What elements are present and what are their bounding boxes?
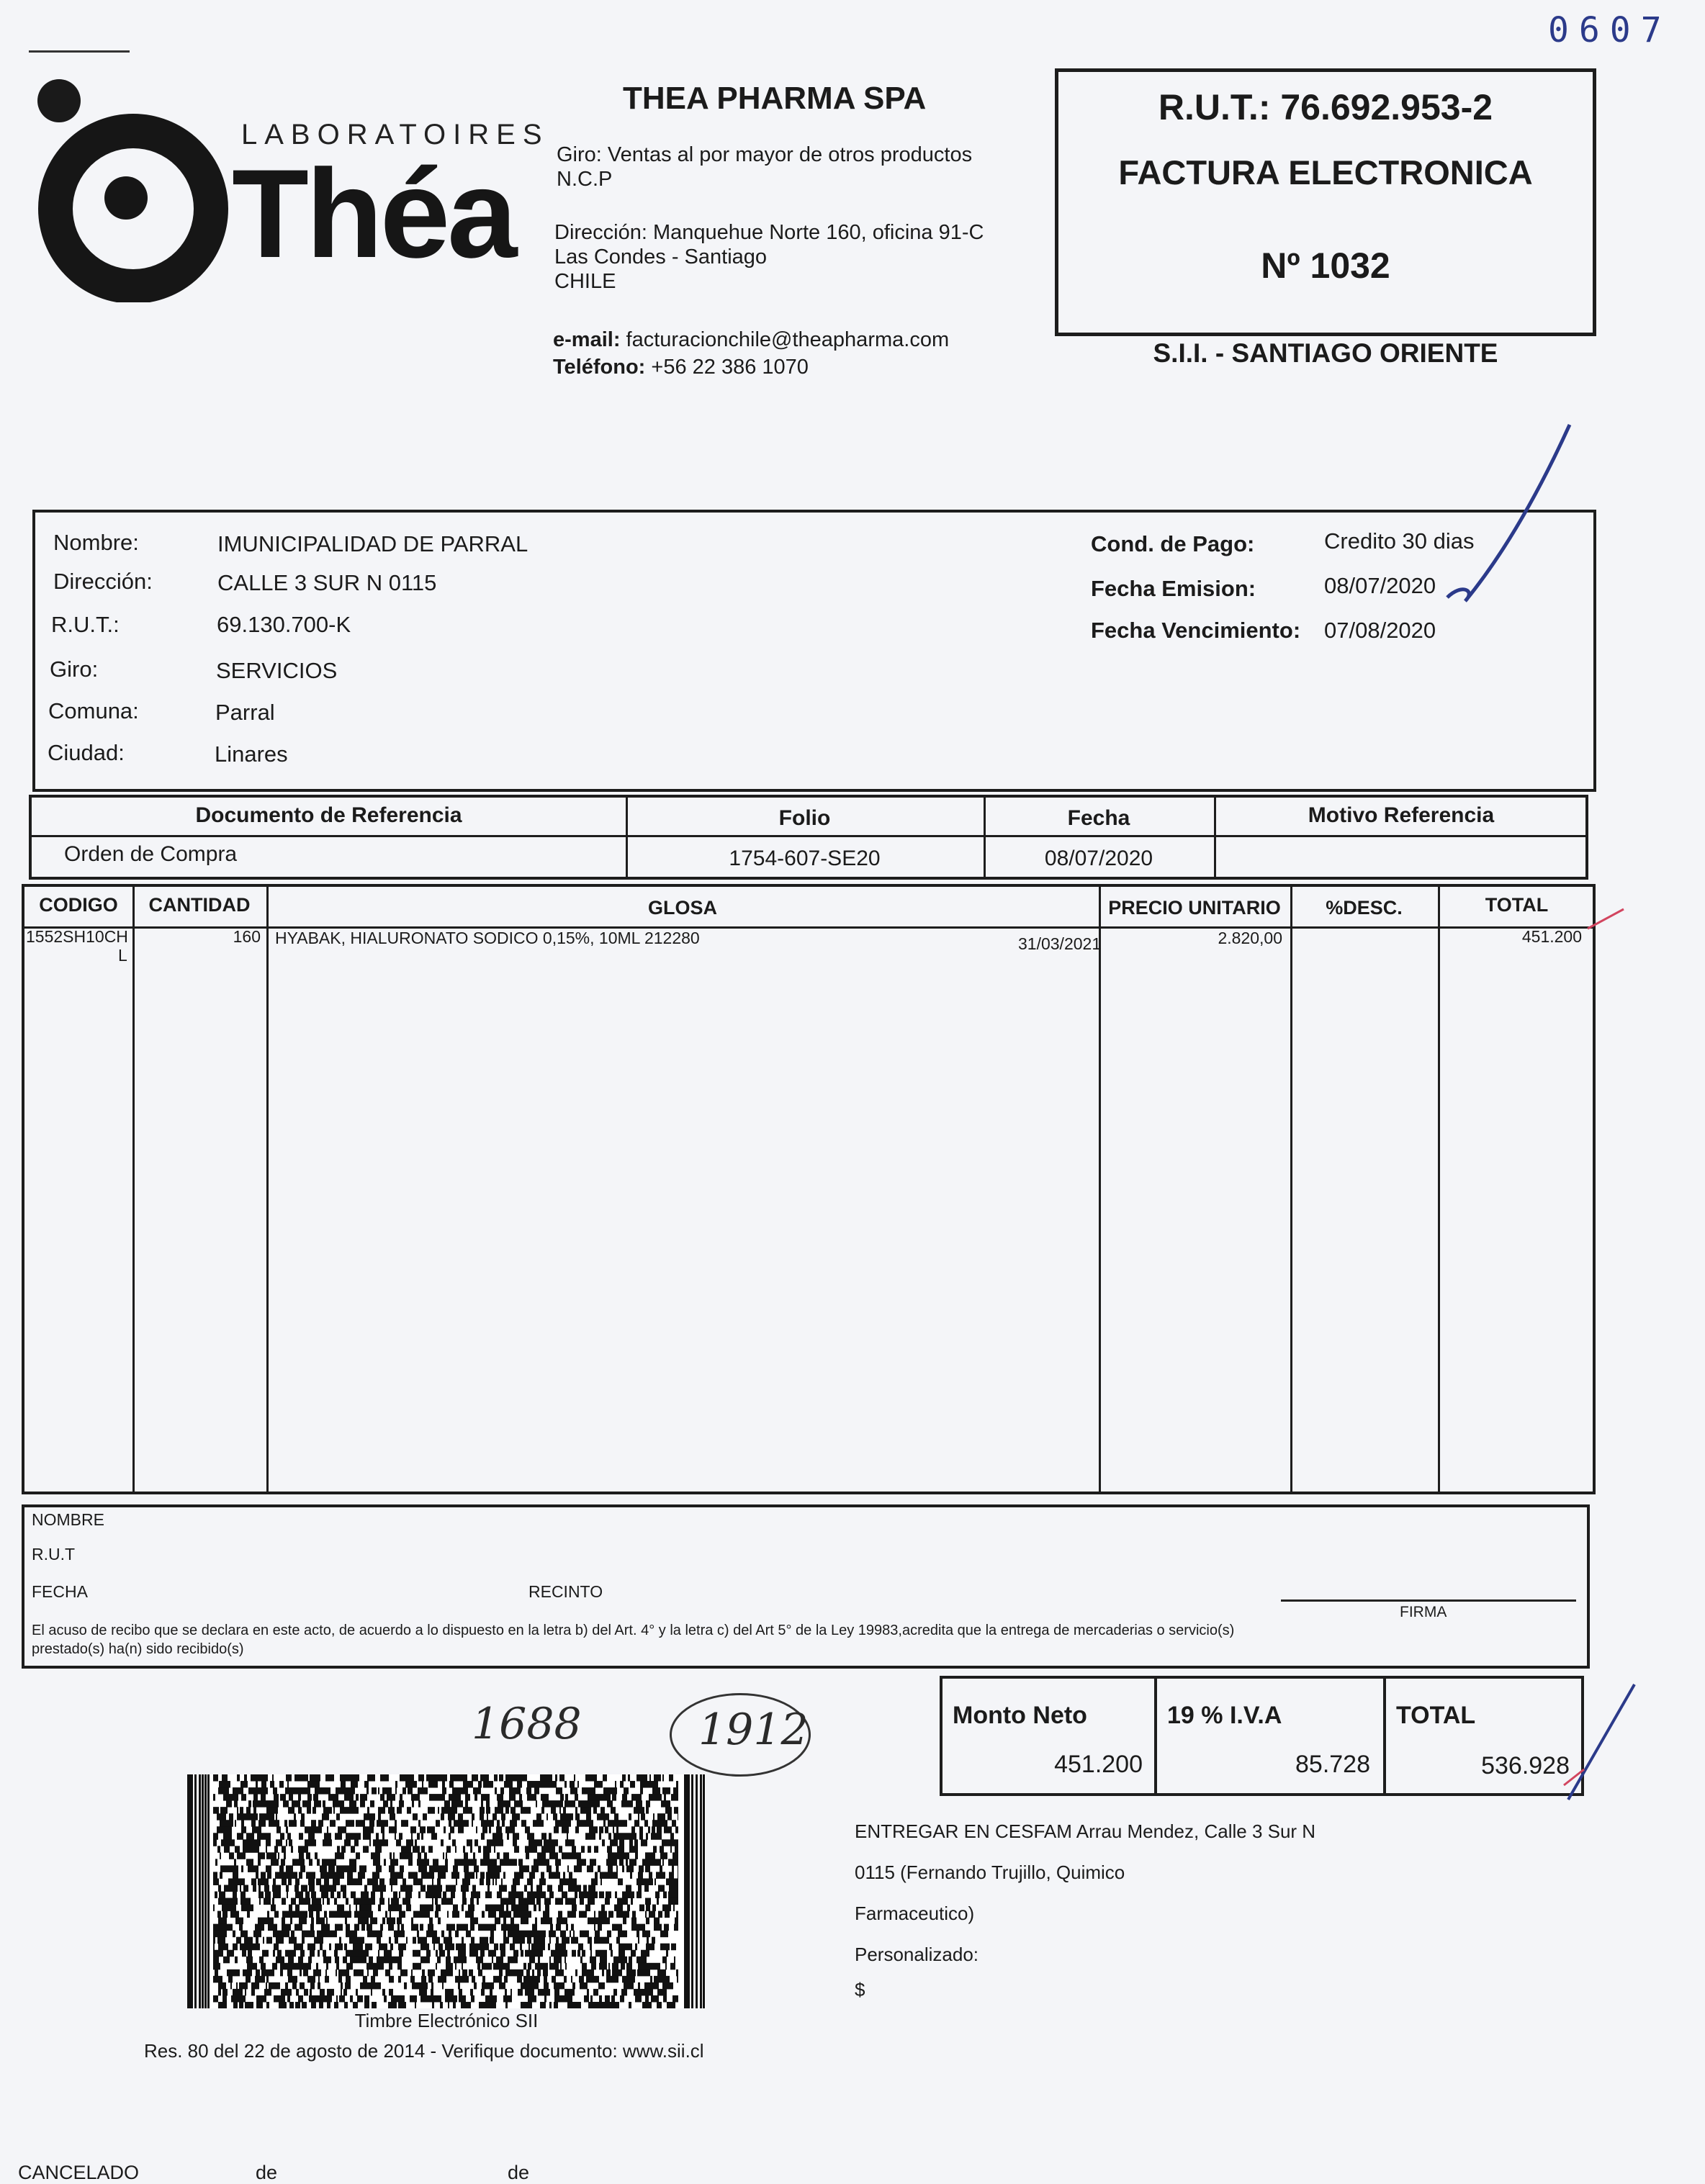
client-direccion-label: Dirección: (53, 569, 153, 594)
pen-checkmark-icon (1433, 418, 1577, 605)
totals-neto-label: Monto Neto (953, 1702, 1087, 1729)
client-nombre-label: Nombre: (53, 530, 139, 555)
items-header-codigo: CODIGO (39, 894, 118, 916)
totals-total-label: TOTAL (1396, 1702, 1476, 1729)
delivery-line-1: ENTREGAR EN CESFAM Arrau Mendez, Calle 3 Sur N (855, 1820, 1316, 1842)
client-ciudad-label: Ciudad: (48, 740, 125, 765)
item-glosa: HYABAK, HIALURONATO SODICO 0,15%, 10ML 212280 (275, 929, 700, 947)
handwritten-note-1: 1688 (472, 1699, 582, 1749)
totals-box (940, 1676, 1584, 1796)
company-giro-value2: N.C.P (557, 168, 613, 191)
company-email-value: facturacionchile@theapharma.com (626, 328, 950, 351)
client-direccion: CALLE 3 SUR N 0115 (217, 570, 437, 595)
item-codigo-suffix: L (118, 946, 127, 965)
receipt-box (22, 1504, 1590, 1669)
company-address-value: Manquehue Norte 160, oficina 91-C (653, 221, 984, 244)
items-header-total: TOTAL (1485, 894, 1549, 916)
client-vencimiento: 07/08/2020 (1324, 618, 1436, 643)
logo-brand: Théa (232, 144, 515, 284)
stamp-caption: Timbre Electrónico SII (354, 2010, 539, 2031)
items-header-precio: PRECIO UNITARIO (1108, 897, 1281, 919)
receipt-legal-line1: El acuso de recibo que se declara en este acto, de acuerdo a lo dispuesto en la letra b) del Art. 4° y la letra c) del Art 5° de la Ley 19983,acredita que la entrega de mercaderias o servicio(s) (32, 1623, 1235, 1638)
receipt-firma: FIRMA (1400, 1604, 1447, 1620)
handwritten-note-2: 1912 (698, 1705, 809, 1755)
ref-header-documento: Documento de Referencia (195, 803, 462, 827)
client-rut-label: R.U.T.: (51, 612, 120, 637)
item-precio: 2.820,00 (1218, 929, 1282, 947)
document-box (1055, 68, 1596, 336)
client-emision-label: Fecha Emision: (1091, 576, 1256, 601)
company-name: THEA PHARMA SPA (623, 81, 927, 116)
reference-table (29, 795, 1588, 880)
item-codigo: 1552SH10CH (26, 927, 128, 946)
delivery-line-2: 0115 (Fernando Trujillo, Quimico (855, 1862, 1125, 1883)
ref-folio: 1754-607-SE20 (729, 847, 881, 870)
item-vencimiento: 31/03/2021 (1018, 934, 1102, 953)
receipt-nombre: NOMBRE (32, 1510, 104, 1529)
receipt-fecha: FECHA (32, 1582, 88, 1601)
totals-iva: 85.728 (1295, 1751, 1370, 1778)
doc-number: Nº 1032 (1261, 245, 1390, 286)
total-pen-check-icon (1562, 1677, 1642, 1807)
ref-header-folio: Folio (778, 806, 831, 830)
stamp-resolution: Res. 80 del 22 de agosto de 2014 - Verifique documento: www.sii.cl (144, 2040, 704, 2062)
logo-laboratoires: LABORATOIRES (241, 119, 549, 150)
doc-rut: R.U.T.: 76.692.953-2 (1158, 87, 1493, 127)
item-total: 451.200 (1521, 927, 1582, 946)
doc-type: FACTURA ELECTRONICA (1118, 153, 1533, 191)
items-header-desc: %DESC. (1326, 897, 1403, 919)
company-address (554, 220, 984, 294)
company-giro-value: Ventas al por mayor de otros productos (607, 143, 973, 166)
company-address-value3: CHILE (554, 270, 616, 293)
items-header-glosa: GLOSA (647, 897, 717, 919)
company-phone-value: +56 22 386 1070 (651, 356, 809, 379)
receipt-legal-line2: prestado(s) ha(n) sido recibido(s) (32, 1641, 244, 1657)
ref-fecha: 08/07/2020 (1044, 847, 1153, 870)
sii-barcode-stamp (187, 1774, 706, 2008)
items-table (22, 884, 1596, 1494)
footer-de-1: de (256, 2162, 278, 2183)
thea-logo-mark-icon (36, 79, 230, 302)
corner-number: 0607 (1548, 10, 1672, 50)
client-comuna-label: Comuna: (48, 698, 139, 723)
totals-total: 536.928 (1481, 1752, 1570, 1779)
receipt-rut: R.U.T (32, 1545, 76, 1563)
footer-de-2: de (508, 2162, 530, 2183)
client-box (32, 510, 1596, 792)
items-header-cantidad: CANTIDAD (148, 894, 251, 916)
company-giro-label: Giro: (557, 143, 602, 166)
receipt-legal (32, 1621, 1234, 1659)
company-phone-label: Teléfono: (553, 356, 646, 379)
totals-neto: 451.200 (1054, 1751, 1143, 1778)
ref-header-motivo: Motivo Referencia (1308, 803, 1495, 827)
company-email-label: e-mail: (553, 328, 621, 351)
thea-logo (36, 79, 554, 302)
company-email (553, 328, 949, 352)
firma-line (1281, 1599, 1576, 1602)
client-giro: SERVICIOS (216, 658, 338, 683)
client-pago-label: Cond. de Pago: (1091, 531, 1255, 556)
client-vencimiento-label: Fecha Vencimiento: (1091, 618, 1301, 643)
client-rut: 69.130.700-K (217, 612, 351, 637)
ref-documento: Orden de Compra (64, 842, 238, 866)
totals-iva-label: 19 % I.V.A (1167, 1702, 1282, 1729)
delivery-line-4: Personalizado: (855, 1944, 979, 1965)
company-address-label: Dirección: (554, 221, 647, 244)
doc-sii: S.I.I. - SANTIAGO ORIENTE (1153, 338, 1498, 368)
client-comuna: Parral (215, 700, 275, 725)
company-phone (553, 356, 809, 379)
ref-header-fecha: Fecha (1067, 806, 1130, 830)
client-nombre: IMUNICIPALIDAD DE PARRAL (217, 531, 528, 556)
corner-pen-line (29, 50, 130, 53)
client-pago: Credito 30 dias (1324, 528, 1475, 554)
client-ciudad: Linares (215, 741, 288, 767)
item-cantidad: 160 (233, 927, 261, 946)
client-emision: 08/07/2020 (1324, 573, 1436, 598)
delivery-line-3: Farmaceutico) (855, 1903, 975, 1924)
client-giro-label: Giro: (50, 656, 99, 682)
delivery-notes (855, 1811, 1315, 2004)
receipt-recinto: RECINTO (528, 1582, 603, 1601)
company-address-value2: Las Condes - Santiago (554, 245, 768, 269)
company-giro (557, 143, 972, 191)
footer-cancelado: CANCELADO (18, 2162, 140, 2183)
delivery-line-5: $ (855, 1979, 865, 2000)
red-tick-mark-icon (1584, 903, 1627, 932)
